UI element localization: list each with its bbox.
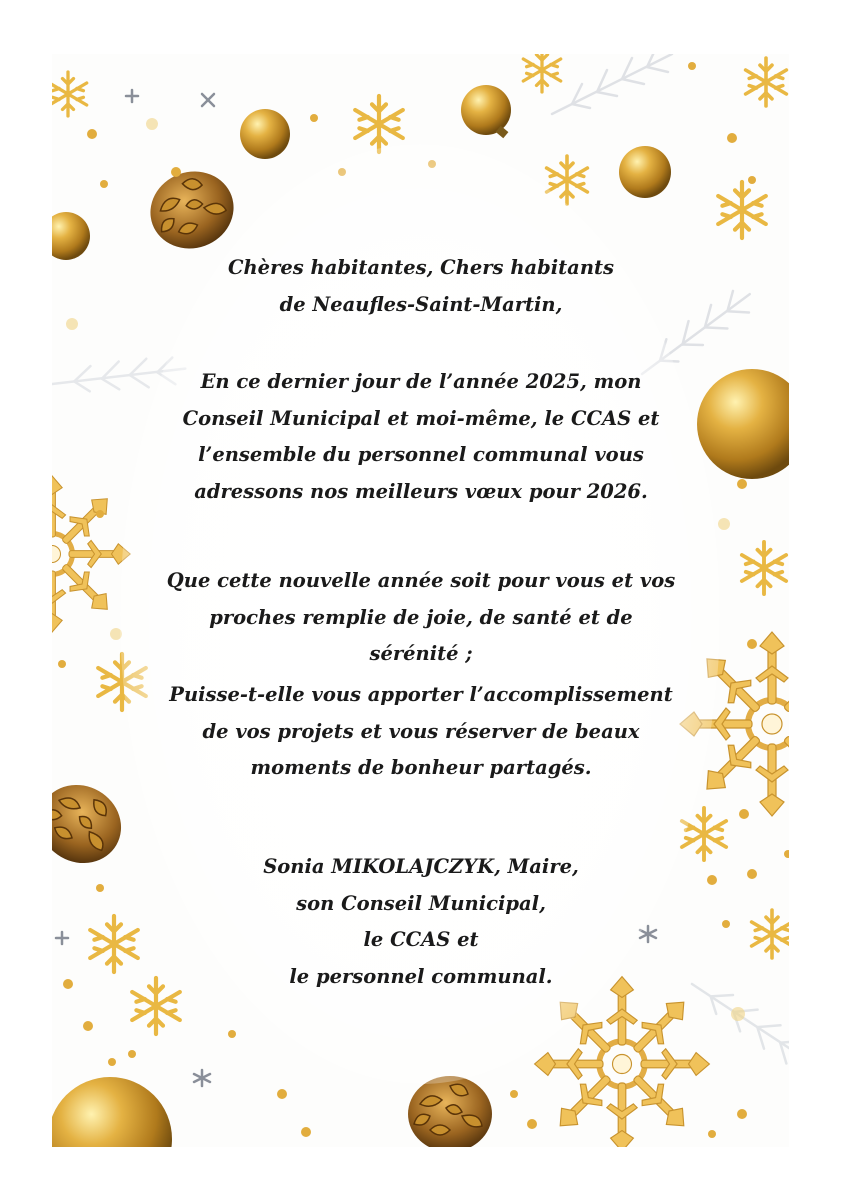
paragraph-line: de vos projets et vous réserver de beaux (202, 719, 640, 743)
greeting-line: Chères habitantes, Chers habitants (227, 256, 614, 279)
paragraph-line: adressons nos meilleurs vœux pour 2026. (194, 479, 648, 503)
greeting-line: de Neaufles-Saint-Martin, (279, 292, 563, 316)
paragraph-line: l’ensemble du personnel communal vous (198, 443, 644, 467)
paragraph-line: proches remplie de joie, de santé et de (209, 605, 633, 629)
signature-line: son Conseil Municipal, (296, 891, 546, 915)
wishes-paragraph (0, 364, 842, 510)
paragraph-line: Que cette nouvelle année soit pour vous et vos (166, 569, 676, 592)
signature-line: le CCAS et (363, 928, 479, 952)
new-year-paragraph (0, 563, 842, 673)
paragraph-line: sérénité ; (369, 642, 473, 666)
signature-line: Sonia MIKOLAJCZYK, Maire, (263, 855, 579, 878)
signature-line: le personnel communal. (289, 964, 553, 988)
paragraph-line: Puisse-t-elle vous apporter l’accomplissement (169, 683, 673, 706)
accomplishment-paragraph (0, 677, 842, 787)
greeting-block (0, 250, 842, 323)
paragraph-line: En ce dernier jour de l’année 2025, mon (200, 370, 642, 393)
signature-block (0, 849, 842, 995)
paragraph-line: moments de bonheur partagés. (250, 756, 592, 780)
paragraph-line: Conseil Municipal et moi-même, le CCAS et (182, 406, 660, 430)
